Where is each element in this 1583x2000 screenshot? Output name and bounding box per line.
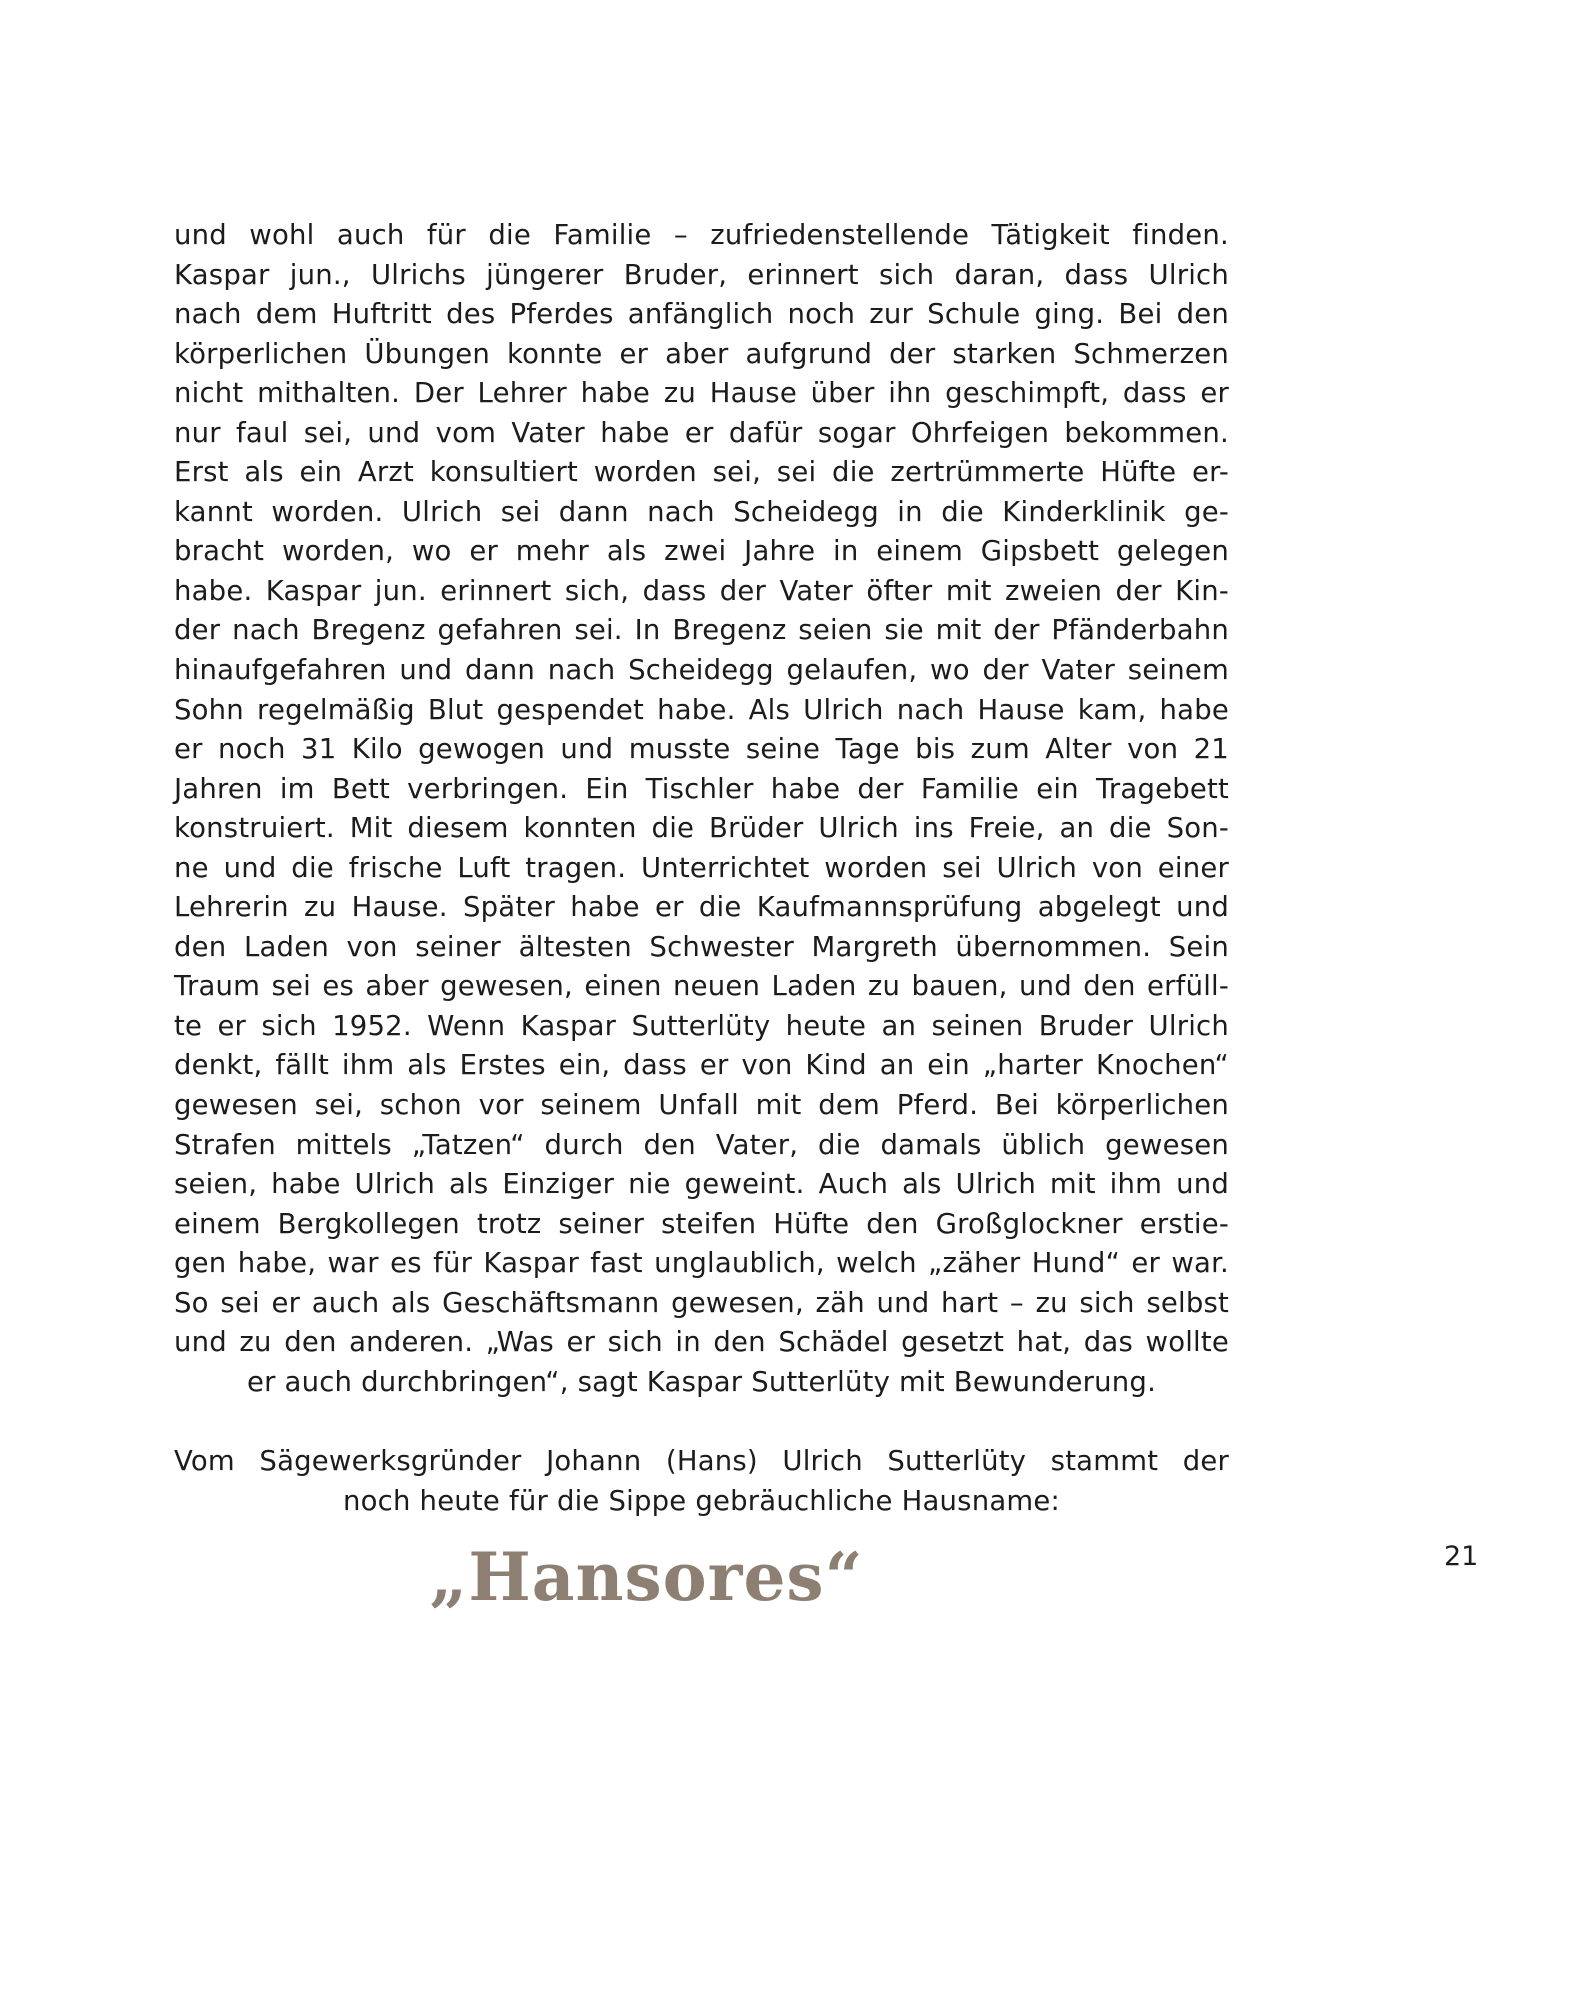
page-number: 21 xyxy=(1444,1541,1479,1572)
text-line: den Laden von seiner ältesten Schwester Margreth übernommen. Sein xyxy=(174,930,1229,963)
text-line: Vom Sägewerksgründer Johann (Hans) Ulrich Sutterlüty stammt der xyxy=(174,1445,1229,1478)
text-line: bracht worden, wo er mehr als zwei Jahre in einem Gipsbett gelegen xyxy=(174,535,1229,568)
text-line: körperlichen Übungen konnte er aber aufgrund der starken Schmerzen xyxy=(174,337,1229,370)
text-line: Sohn regelmäßig Blut gespendet habe. Als Ulrich nach Hause kam, habe xyxy=(174,693,1229,726)
text-line: te er sich 1952. Wenn Kaspar Sutterlüty heute an seinen Bruder Ulrich xyxy=(174,1009,1229,1042)
text-line: Erst als ein Arzt konsultiert worden sei, sei die zertrümmerte Hüfte er- xyxy=(174,456,1229,489)
text-line: gen habe, war es für Kaspar fast unglaublich, welch „zäher Hund“ er war. xyxy=(174,1247,1229,1280)
text-line: konstruiert. Mit diesem konnten die Brüder Ulrich ins Freie, an die Son- xyxy=(174,812,1229,845)
text-line: nicht mithalten. Der Lehrer habe zu Hause über ihn geschimpft, dass er xyxy=(174,377,1229,410)
paragraph-1 xyxy=(174,216,1229,1402)
text-line: denkt, fällt ihm als Erstes ein, dass er von Kind an ein „harter Knochen“ xyxy=(174,1049,1229,1082)
text-line: nur faul sei, und vom Vater habe er dafür sogar Ohrfeigen bekommen. xyxy=(174,416,1229,449)
house-name-heading: „Hansores“ xyxy=(429,1538,864,1616)
text-line: der nach Bregenz gefahren sei. In Bregenz seien sie mit der Pfänderbahn xyxy=(174,614,1229,647)
text-line: gewesen sei, schon vor seinem Unfall mit dem Pferd. Bei körperlichen xyxy=(174,1089,1229,1122)
text-line: So sei er auch als Geschäftsmann gewesen, zäh und hart – zu sich selbst xyxy=(174,1286,1229,1319)
text-line: kannt worden. Ulrich sei dann nach Scheidegg in die Kinderklinik ge- xyxy=(174,495,1229,528)
text-line: Jahren im Bett verbringen. Ein Tischler habe der Familie ein Tragebett xyxy=(174,772,1229,805)
text-line: habe. Kaspar jun. erinnert sich, dass der Vater öfter mit zweien der Kin- xyxy=(174,574,1229,607)
text-line: nach dem Huftritt des Pferdes anfänglich noch zur Schule ging. Bei den xyxy=(174,298,1229,331)
text-line: ne und die frische Luft tragen. Unterrichtet worden sei Ulrich von einer xyxy=(174,851,1229,884)
text-line: noch heute für die Sippe gebräuchliche Hausname: xyxy=(343,1484,1060,1517)
text-line: und zu den anderen. „Was er sich in den Schädel gesetzt hat, das wollte xyxy=(174,1326,1229,1359)
text-line: und wohl auch für die Familie – zufriedenstellende Tätigkeit finden. xyxy=(174,219,1229,251)
text-line: hinaufgefahren und dann nach Scheidegg gelaufen, wo der Vater seinem xyxy=(174,654,1229,687)
paragraph-2 xyxy=(174,1442,1229,1521)
text-line: einem Bergkollegen trotz seiner steifen Hüfte den Großglockner erstie- xyxy=(174,1207,1229,1240)
text-line: er noch 31 Kilo gewogen und musste seine Tage bis zum Alter von 21 xyxy=(174,733,1229,766)
text-line: Kaspar jun., Ulrichs jüngerer Bruder, erinnert sich daran, dass Ulrich xyxy=(174,258,1229,291)
paragraph-gap xyxy=(174,1402,1229,1442)
text-line: er auch durchbringen“, sagt Kaspar Sutterlüty mit Bewunderung. xyxy=(246,1365,1157,1398)
text-line: Traum sei es aber gewesen, einen neuen Laden zu bauen, und den erfüll- xyxy=(174,970,1229,1003)
text-line: Lehrerin zu Hause. Später habe er die Kaufmannsprüfung abgelegt und xyxy=(174,891,1229,924)
text-line: Strafen mittels „Tatzen“ durch den Vater, die damals üblich gewesen xyxy=(174,1128,1229,1161)
text-line: seien, habe Ulrich als Einziger nie geweint. Auch als Ulrich mit ihm und xyxy=(174,1168,1229,1201)
body-text xyxy=(174,216,1229,1522)
